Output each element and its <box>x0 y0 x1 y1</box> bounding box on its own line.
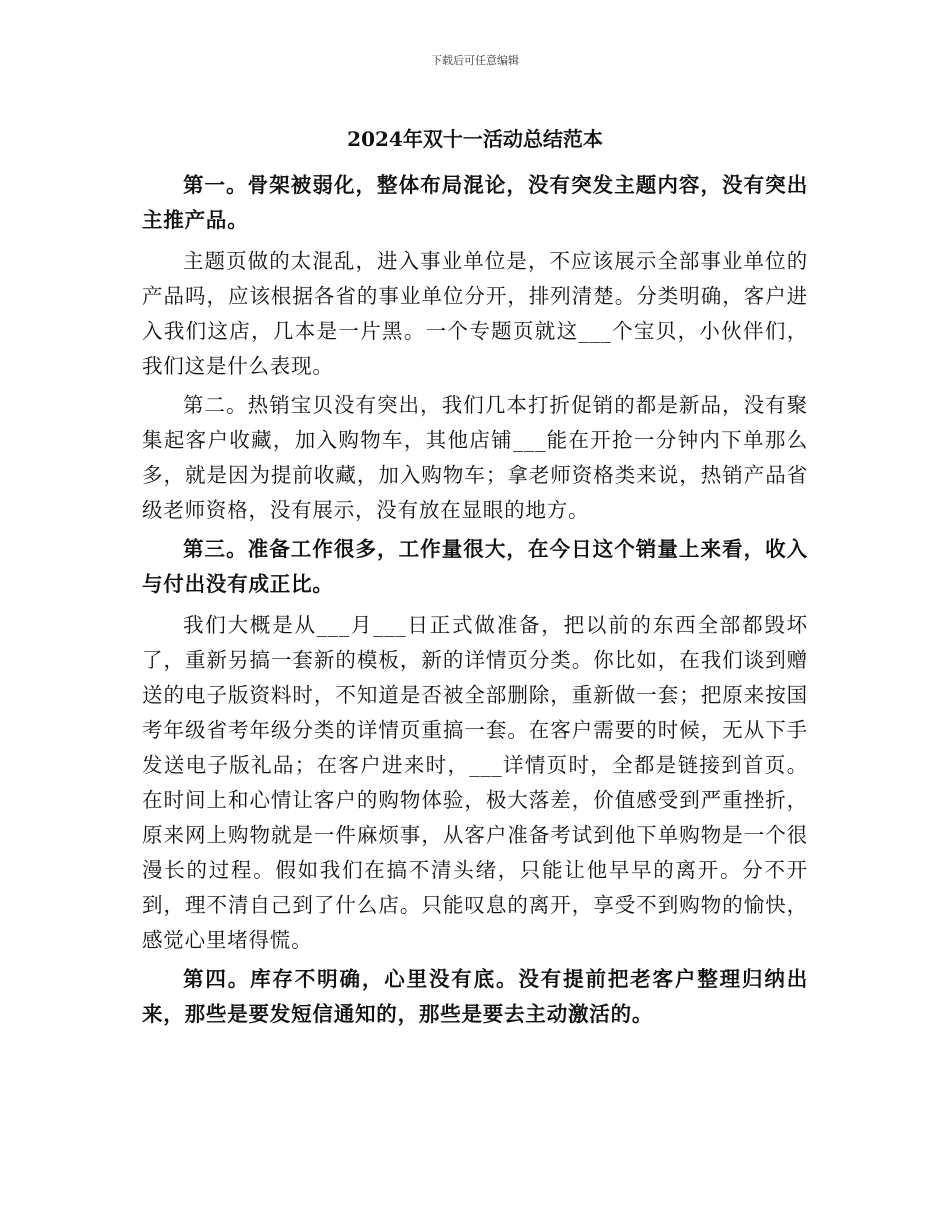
document-title: 2024年双十一活动总结范本 <box>347 127 603 151</box>
body-paragraph-1: 主题页做的太混乱，进入事业单位是，不应该展示全部事业单位的产品吗，应该根据各省的事业单位分开，排列清楚。分类明确，客户进入我们这店，几本是一片黑。一个专题页就这___个宝贝，小伙伴们，我们这是什么表现。 <box>142 249 808 378</box>
body-paragraph-3: 我们大概是从___月___日正式做准备，把以前的东西全部都毁坏了，重新另搞一套新的模板，新的详情页分类。你比如，在我们谈到赠送的电子版资料时，不知道是否被全部删除，重新做一套；把原来按国考年级省考年级分类的详情页重搞一套。在客户需要的时候，无从下手发送电子版礼品；在客户进来时，___详情页时，全都是链接到首页。在时间上和心情让客户的购物体验，极大落差，价值感受到严重挫折，原来网上购物就是一件麻烦事，从客户准备考试到他下单购物是一个很漫长的过程。假如我们在搞不清头绪，只能让他早早的离开。分不开到，理不清自己到了什么店。只能叹息的离开，享受不到购物的愉快，感觉心里堵得慌。 <box>142 613 808 952</box>
section-heading-3: 第三。准备工作很多，工作量很大，在今日这个销量上来看，收入与付出没有成正比。 <box>142 537 808 596</box>
header-note: 下载后可任意编辑 <box>431 54 519 67</box>
section-heading-4: 第四。库存不明确，心里没有底。没有提前把老客户整理归纳出来，那些是要发短信通知的，那些是要去主动激活的。 <box>142 967 808 1026</box>
document-body <box>142 166 808 1038</box>
section-heading-1: 第一。骨架被弱化，整体布局混论，没有突发主题内容，没有突出主推产品。 <box>142 173 808 232</box>
body-paragraph-2: 第二。热销宝贝没有突出，我们几本打折促销的都是新品，没有聚集起客户收藏，加入购物车，其他店铺___能在开抢一分钟内下单那么多，就是因为提前收藏，加入购物车；拿老师资格类来说，热销产品省级老师资格，没有展示，没有放在显眼的地方。 <box>142 393 808 522</box>
